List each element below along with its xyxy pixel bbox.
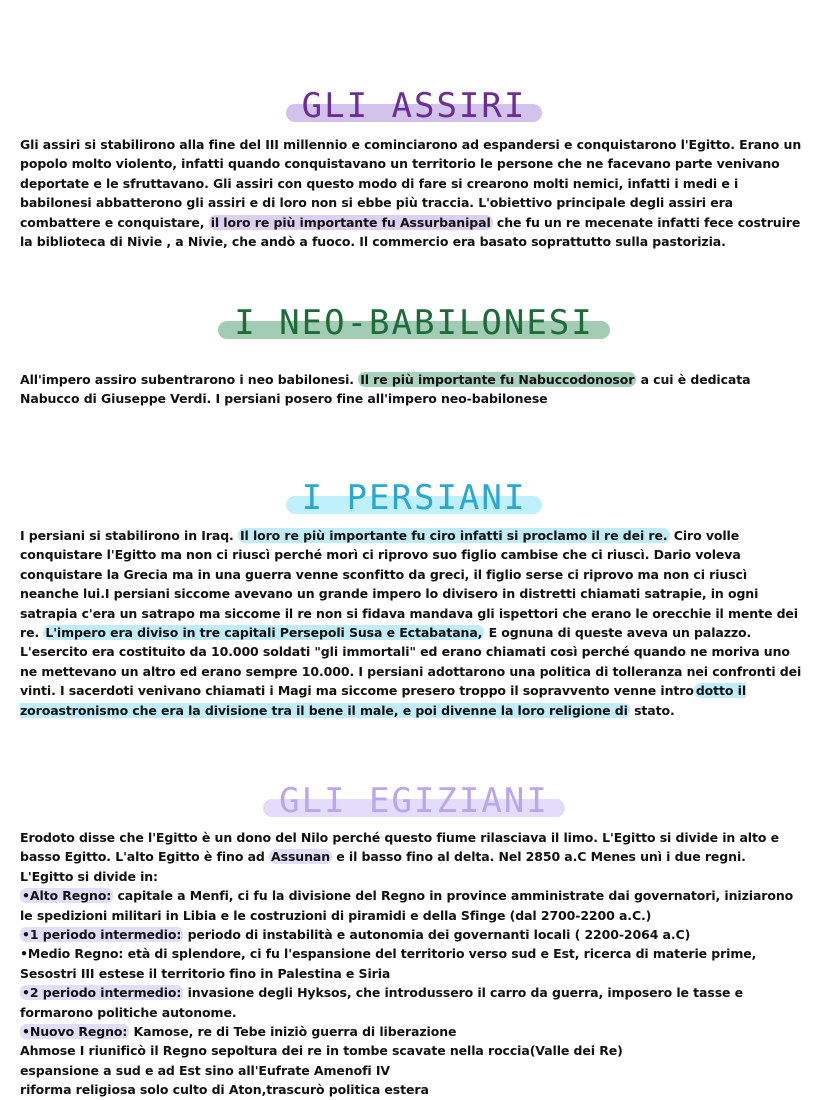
list-item: [20, 886, 802, 925]
paragraph-egiziani: [20, 828, 802, 1100]
egiziani-assunan-highlight: Assunan: [271, 849, 331, 865]
title-assiri: [0, 86, 828, 126]
title-persiani: [0, 478, 828, 518]
persiani-highlight-2: L'impero era diviso in tre capitali Persepoli Susa e Ectabatana,: [45, 625, 483, 641]
list-item-label: •Nuovo Regno:: [22, 1024, 128, 1040]
title-assiri-text: GLI ASSIRI: [294, 86, 535, 126]
list-item-text: capitale a Menfi, ci fu la divisione del Regno in province amministrate dai governatori, iniziarono le spedizioni militari in Libia e le costruzioni di piramidi e della Sfinge (dal 2700-2200 a.C.): [20, 888, 794, 923]
list-item-label: •2 periodo intermedio:: [22, 985, 182, 1001]
neo-text-1: All'impero assiro subentrarono i neo babilonesi.: [20, 372, 359, 387]
egiziani-tail-line: espansione a sud e ad Est sino all'Eufrate Amenofi IV: [20, 1062, 390, 1078]
list-item-text: periodo di instabilità e autonomia dei governanti locali ( 2200-2064 a.C): [183, 927, 691, 943]
egiziani-tail-line: Ahmose I riunificò il Regno sepoltura dei re in tombe scavate nella roccia(Valle dei Re): [20, 1043, 623, 1059]
egiziani-tail-line: riforma religiosa solo culto di Aton,trascurò politica estera: [20, 1082, 429, 1098]
egiziani-intro: [20, 828, 802, 867]
list-item: [20, 944, 802, 983]
persiani-text-1: I persiani si stabilirono in Iraq.: [20, 528, 238, 543]
title-egiziani: [0, 781, 828, 821]
title-neo-text: I NEO-BABILONESI: [226, 303, 602, 343]
assiri-highlight: il loro re più importante fu Assurbanipal: [210, 214, 491, 230]
persiani-text-4: stato.: [629, 702, 675, 718]
persiani-text-2: Ciro volle conquistare l'Egitto ma non ci riuscì perché morì ci riprovo suo figlio cambise che ci riuscì. Dario voleva conquistare la Grecia ma in una guerra venne sconfitto da greci, il figlio serse ci riprovo ma non ci riuscì neanche lui.I persiani siccome avevano un grande impero lo divisero in distretti chiamati satrapie, in ogni satrapia c'era un satrapo ma siccome il re non si fidava mandava gli ispettori che erano le orecchie il mente dei re.: [20, 528, 798, 641]
list-item-text: •Medio Regno: età di splendore, ci fu l'espansione del territorio verso sud e Est, ricerca di materie prime, Sesostri III estese il territorio fino in Palestina e Siria: [20, 946, 757, 981]
title-egiziani-text: GLI EGIZIANI: [271, 781, 557, 821]
list-item: [20, 983, 802, 1022]
list-item-text: invasione degli Hyksos, che introdussero il carro da guerra, imposero le tasse e formarono politiche autonome.: [20, 985, 744, 1020]
paragraph-persiani: [20, 526, 802, 720]
persiani-highlight-1: Il loro re più importante fu ciro infatti si proclamo il re dei re.: [239, 528, 668, 543]
title-persiani-text: I PERSIANI: [294, 478, 535, 518]
list-item-label: •1 periodo intermedio:: [22, 927, 182, 943]
neo-text-2: a cui è dedicata Nabucco di Giuseppe Verdi. I persiani posero fine all'impero neo-babilonese: [20, 372, 751, 407]
list-item: [20, 925, 802, 944]
neo-highlight: Il re più importante fu Nabuccodonosor: [360, 372, 635, 387]
paragraph-assiri: [20, 135, 802, 251]
egiziani-intro-text-1: Erodoto disse che l'Egitto è un dono del Nilo perché questo fiume rilasciava il limo. L'Egitto si divide in alto e basso Egitto. L'alto Egitto è fino ad: [20, 830, 779, 865]
egiziani-divide-line: L'Egitto si divide in:: [20, 868, 158, 884]
list-item-text: Kamose, re di Tebe iniziò guerra di liberazione: [129, 1024, 457, 1040]
title-neo-babilonesi: [0, 303, 828, 343]
list-item-label: •Alto Regno:: [22, 888, 112, 904]
egiziani-intro-text-2: e il basso fino al delta. Nel 2850 a.C Menes unì i due regni.: [332, 849, 746, 865]
persiani-text-3: E ognuna di queste aveva un palazzo. L'esercito era costituito da 10.000 soldati "gli immortali" ed erano chiamati così perché quando ne moriva uno ne mettevano un altro ed erano sempre 10.000. I persiani adottarono una politica di tolleranza nei confronti dei vinti. I sacerdoti venivano chiamati i Magi ma siccome presero troppo il sopravvento venne intro: [20, 625, 802, 699]
list-item: [20, 1022, 802, 1041]
assiri-text-1: Gli assiri si stabilirono alla fine del III millennio e cominciarono ad espandersi e conquistarono l'Egitto. Erano un popolo molto violento, infatti quando conquistavano un territorio le persone che ne facevano parte venivano deportate e le sfruttavano. Gli assiri con questo modo di fare si crearono molti nemici, infatti i medi e i babilonesi abbatterono gli assiri e di loro non si ebbe più traccia. L'obiettivo principale degli assiri era combattere e conquistare,: [20, 137, 802, 230]
paragraph-neo-babilonesi: [20, 370, 802, 409]
assiri-text-2: che fu un re mecenate infatti fece costruire la biblioteca di Nivie , a Nivie, che andò a fuoco. Il commercio era basato soprattutto sulla pastorizia.: [20, 214, 801, 250]
persiani-highlight-3: dotto il zoroastronismo che era la divisione tra il bene il male, e poi divenne la loro religione di: [20, 683, 747, 718]
